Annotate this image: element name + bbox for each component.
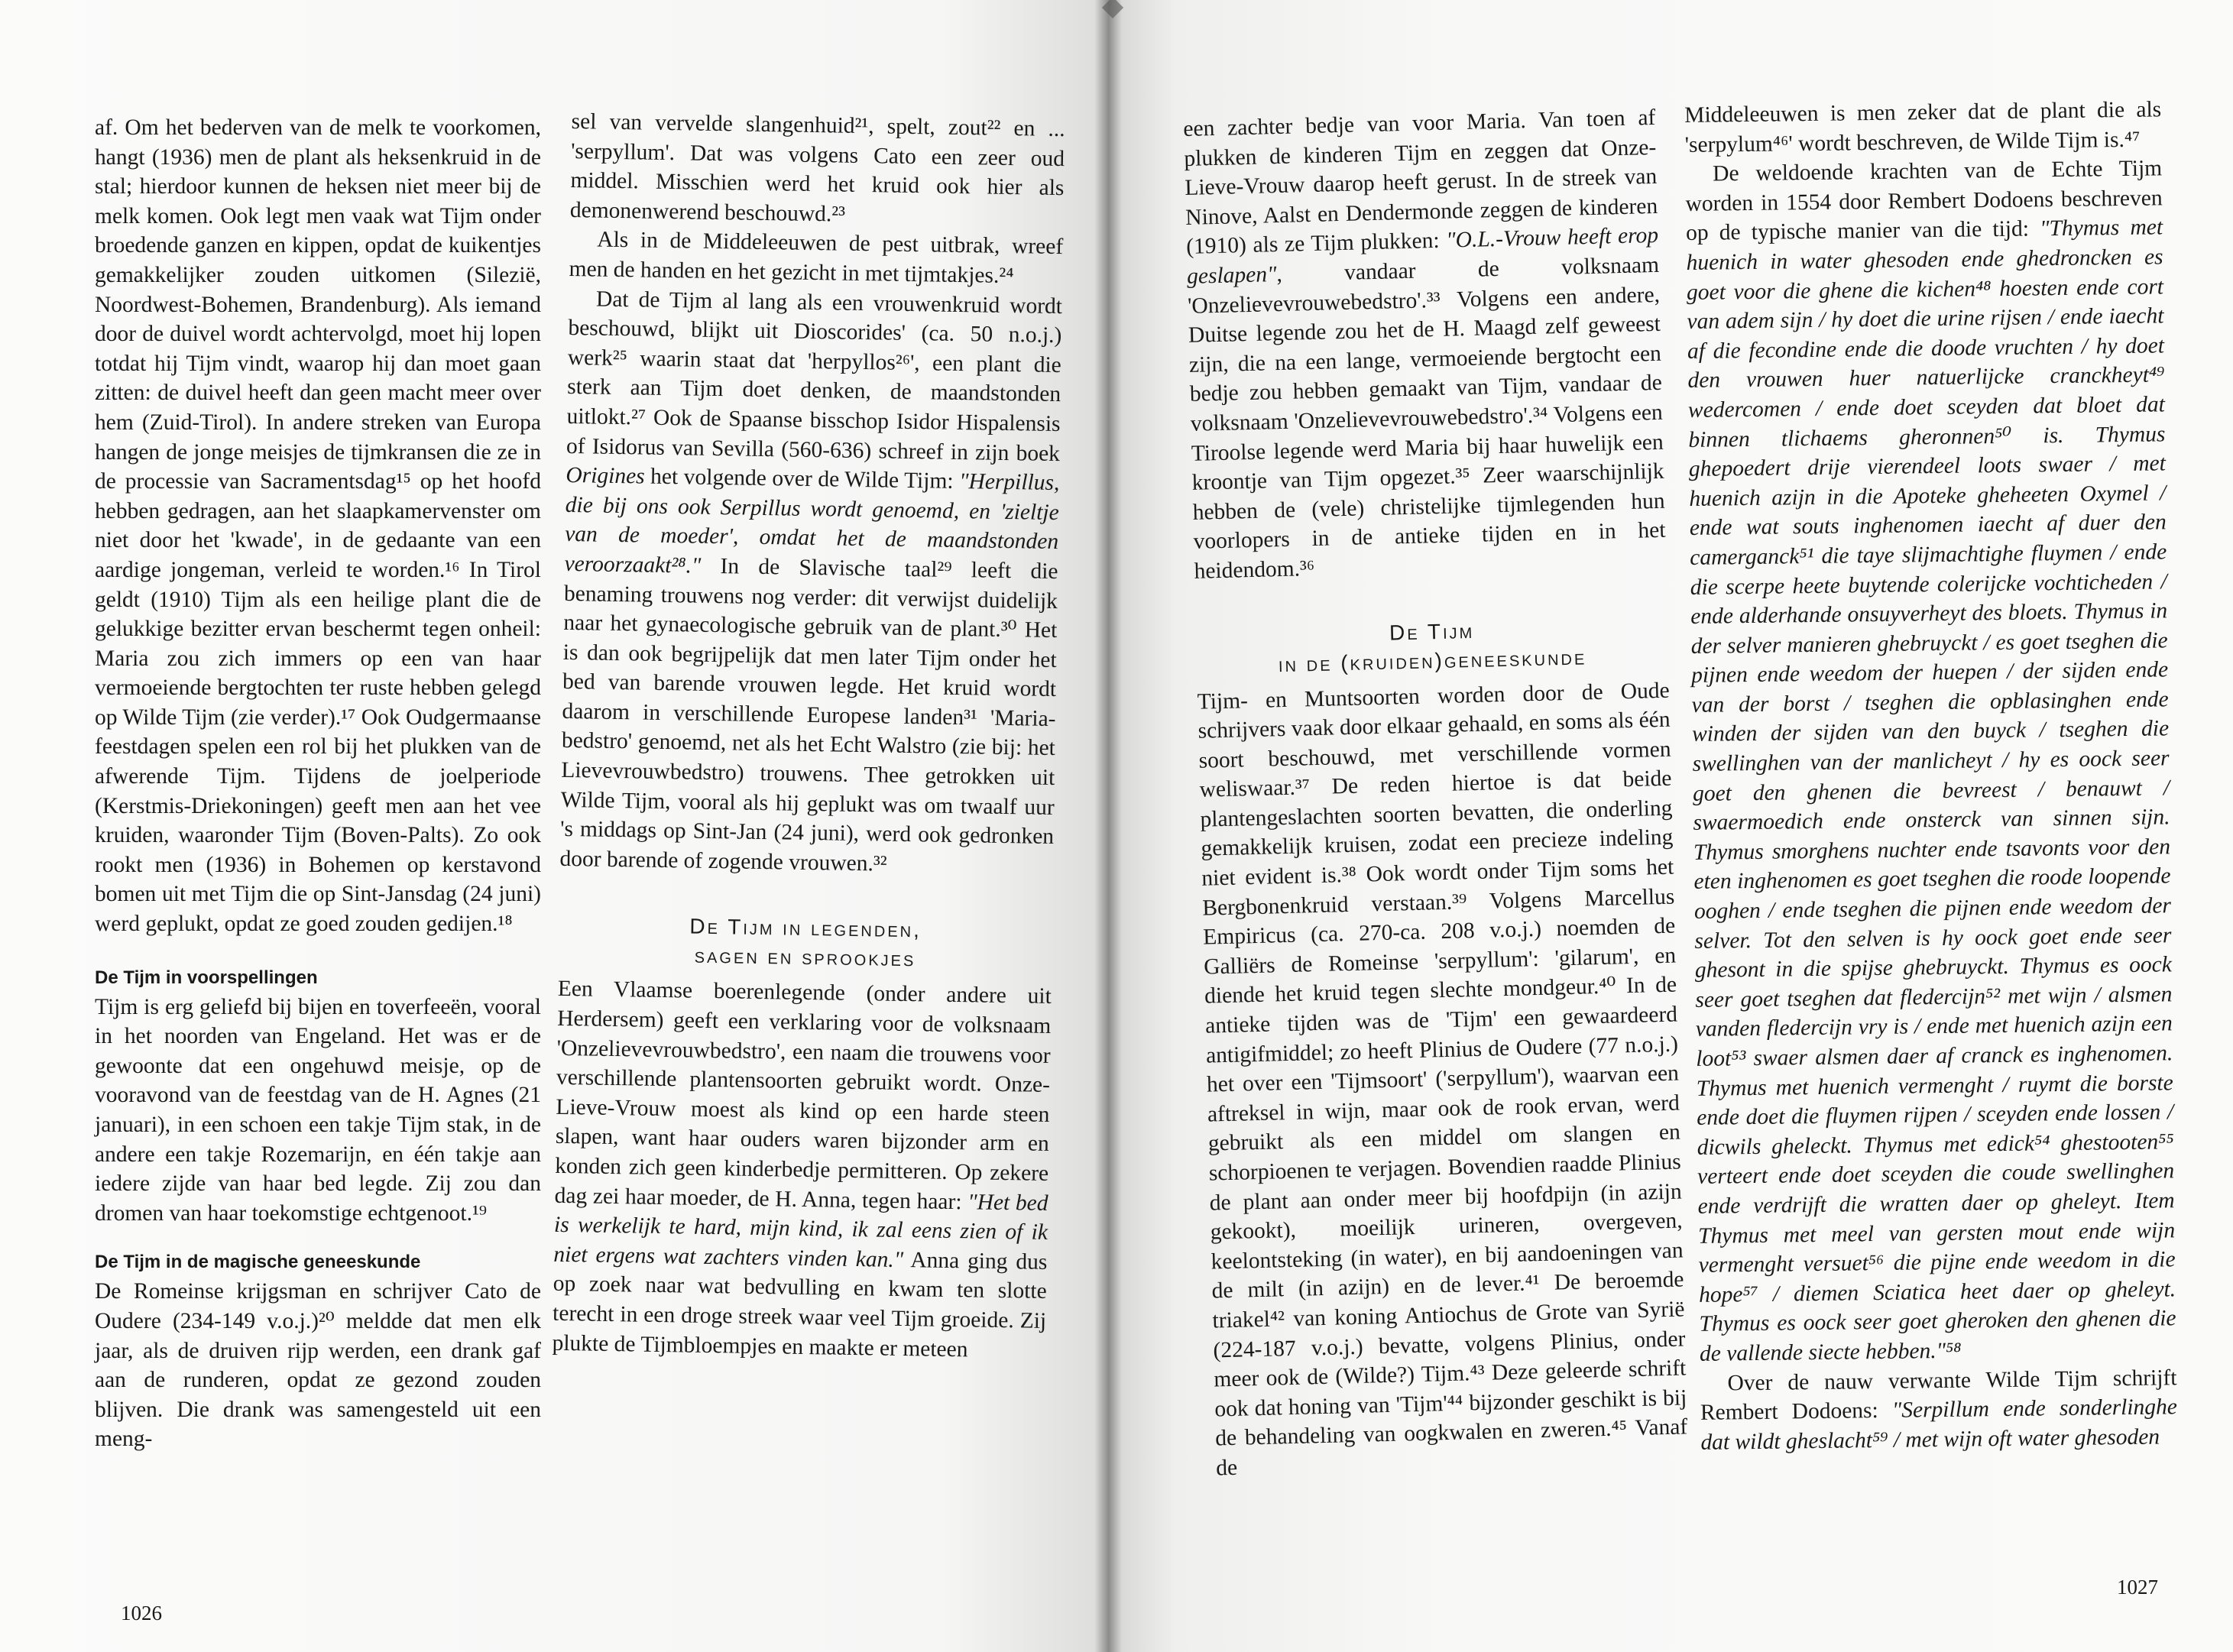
text-run: het volgende over de Wilde Tijm: (644, 464, 960, 494)
text-run: Dat de Tijm al lang als een vrouwenkruid wordt beschouwd, blijkt uit Dioscorides' (ca. 50 n.o.j.) werk²⁵ waarin staat dat 'herpyllos²⁶', een plant die sterk aan Tijm doet denken, de maandstonden uitlokt.²⁷ Ook de Spaanse bisschop Isidor Hispalensis of Isidorus van Sevilla (560-636) schreef in zijn boek (566, 287, 1063, 466)
quotation-dodoens: "Thymus met huenich in water ghesoden ende ghedroncken es goet voor die ghene die kichen⁴⁸ hoesten ende cort van adem sijn / hy doet die urine rijsen / ende iaecht af die fecondine ende die doode vruchten / hy doet den vrouwen huer natuerlijcke cranckheyt⁴⁹ wedercomen / ende doet sceyden dat bloet dat binnen tlichaems gheronnen⁵⁰ is. Thymus ghepoedert drije vierendeel loots swaer / met huenich azijn in die Apoteke gheheeten Oxymel / ende wat souts inghenomen iaecht af duer den camerganck⁵¹ die taye slijmachtighe fluymen / ende die scerpe heete buytende colerijcke vochticheden / ende alderhande onsuyverheyt des bloets. Thymus in der selver manieren ghebruyckt / es goet tseghen die pijnen ende weedom der huepen / der sijden ende van der borst / tseghen die opblasinghen ende winden der sijden van den buyck / tseghen die swellinghen van der manlicheyt / hy es oock seer goet den ghenen die bevreest / benauwt / swaermoedich ende onsterck van sinnen sijn. Thymus smorghens nuchter ende tsavonts voor den eten inghenomen es goet tseghen die roode loopende ooghen / ende tseghen die pijnen ende weedom der selver. Tot den selven is hy oock goet ende seer ghesont in die spijse ghebruyckt. Thymus es oock seer goet tseghen dat fledercijn⁵² met wijn / alsmen vanden fledercijn vry is / ende met huenich azijn een loot⁵³ swaer alsmen daer af cranck es inghenomen. Thymus met huenich vermenght / ruymt die borste ende doet die fluymen rijpen / sceyden ende lossen / dicwils gheleckt. Thymus met edick⁵⁴ ghestooten⁵⁵ verteert ende doet sceyden die coude swellinghen ende verdrijft die wratten daer op gheleyt. Item Thymus met meel van gersten mout ende wijn vermenght versuet⁵⁶ die pijne ende weedom in die hope⁵⁷ / diemen Sciatica heet daer op gheleyt. Thymus es oock seer goet gheroken den ghenen die de vallende siecte hebben."⁵⁸ (1686, 215, 2176, 1366)
section-heading-voorspellingen: De Tijm in voorspellingen (95, 967, 318, 988)
book-gutter-shadow (1094, 0, 1122, 1652)
page-number-right: 1027 (2117, 1576, 2158, 1599)
chapter-heading-geneeskunde (1195, 611, 1669, 681)
left-page-column-1 (95, 113, 541, 1454)
quotation: "Het bed is werkelijk te hard, mijn kind, ik zal eens zien of ik niet ergens wat zachters vinden kan." (553, 1189, 1048, 1272)
chapter-heading-line-1: De Tijm in legenden, (689, 914, 922, 942)
chapter-heading-legenden (558, 910, 1052, 976)
section-heading-magische-geneeskunde: De Tijm in de magische geneeskunde (95, 1252, 421, 1273)
chapter-heading-line-2: sagen en sprookjes (694, 944, 916, 971)
paragraph: Tijm- en Muntsoorten worden door de Oude schrijvers vaak door elkaar gehaald, en soms als één soort beschouwd, met verschillende vormen weliswaar.³⁷ De reden hiertoe is dat beide plantengeslachten soorten bevatten, die onderling gemakkelijk kruisen, zodat een precieze indeling niet evident is.³⁸ Ook wordt onder Tijm soms het Bergbonenkruid verstaan.³⁹ Volgens Marcellus Empiricus (ca. 270-ca. 208 v.o.j.) noemden de Galliërs de Romeinse 'serpyllum': 'gilarum', en diende het kruid tegen slechte mondgeur.⁴⁰ In de antieke tijden was de 'Tijm' een gewaardeerd antigifmiddel; zo heeft Plinius de Oudere (77 n.o.j.) het over een 'Tijmsoort' ('serpyllum'), waarvan een aftreksel in wijn, maar ook de rook ervan, werd gebruikt als een middel om slangen en schorpioenen te verjagen. Bovendien raadde Plinius de plant aan onder meer bij hoofdpijn (in azijn gekookt), moeilijk urineren, overgeven, keelontsteking (in water), en bij aandoeningen van de milt (in azijn) en de lever.⁴¹ De beroemde triakel⁴² van koning Antiochus de Grote van Syrië (224-187 v.o.j.) bevatte, volgens Plinius, onder meer ook de (Wilde?) Tijm.⁴³ Deze geleerde schrift ook dat honing van 'Tijm'⁴⁴ bijzonder geschikt is bij de behandeling van oogkwalen en zweren.⁴⁵ Vanaf de (1197, 678, 1688, 1481)
chapter-heading-line-2: in de (kruiden)geneeskunde (1278, 644, 1587, 676)
paragraph: Als in de Middeleeuwen de pest uitbrak, wreef men de handen en het gezicht in met tijmtakjes.²⁴ (569, 227, 1064, 289)
text-run: De weldoende krachten van de Echte Tijm worden in 1554 door Rembert Dodoens beschreven op de typische manier van die tijd: (1685, 156, 2163, 246)
right-page-column-2 (1684, 95, 2178, 1457)
left-page (0, 0, 1108, 1652)
paragraph (1700, 1363, 2177, 1457)
text-run: Een Vlaamse boerenlegende (onder andere uit Herdersem) geeft een verklaring voor de volksnaam 'Onzelievevrouwbedstro', een naam die trouwens voor verschillende plantensoorten gebruikt wordt. Onze-Lieve-Vrouw moest als kind op een harde steen slapen, want haar ouders waren bijzonder arm en konden zich geen kinderbedje permitteren. Op zekere dag zei haar moeder, de H. Anna, tegen haar: (554, 977, 1052, 1214)
paragraph: Tijm is erg geliefd bij bijen en toverfeeën, vooral in het noorden van Engeland. Het was er de gewoonte dat een ongehuwd meisje, op de vooravond van de feestdag van de H. Agnes (21 januari), in een schoen een takje Tijm stak, in de andere een takje Rozemarijn, en één takje aan iedere zijde van haar bed legde. Zij zou dan dromen van haar toekomstige echtgenoot.¹⁹ (95, 994, 541, 1226)
text-run: , vandaar de volksnaam 'Onzelievevrouwebedstro'.³³ Volgens een andere, Duitse legende zou het de H. Maagd zelf geweest zijn, die na een lange, vermoeiende bergtocht een bedje zou hebben gemaakt van Tijm, vandaar de volksnaam 'Onzelievevrouwebedstro'.³⁴ Volgens een Tiroolse legende werd Maria bij haar huwelijk een kroontje van Tijm opgezet.³⁵ Zeer waarschijnlijk hebben de (vele) christelijke tijmlegenden hun voorlopers in de antieke tijden en in het heidendom.³⁶ (1187, 252, 1666, 584)
quotation: "O.L.-Vrouw heeft erop geslapen" (1186, 223, 1659, 289)
text-run: In de Slavische taal²⁹ leeft die benaming trouwens nog verder: dit verwijst duidelijk naar het gynaecologische gebruik van de plant.³⁰ Het is dan ook begrijpelijk dat men later Tijm onder het bed van barende vrouwen legde. Het kruid wordt daarom in verschillende Europese landen³¹ 'Maria-bedstro' genoemd, net als het Echt Walstro (zie bij: het Lievevrouwbedstro) trouwens. Thee getrokken uit Wilde Tijm, vooral als hij geplukt was om twaalf uur 's middags op Sint-Jan (24 juni), werd ook gedronken door barende of zogende vrouwen.³² (559, 553, 1058, 876)
paragraph (552, 974, 1052, 1365)
quotation: "Herpillus, die bij ons ook Serpillus wordt genoemd, en 'zieltje van de moeder', omdat het de maandstonden veroorzaakt²⁸." (564, 469, 1060, 578)
left-page-column-2 (552, 107, 1065, 1365)
right-page (1108, 0, 2233, 1652)
paragraph: af. Om het bederven van de melk te voorkomen, hangt (1936) men de plant als heksenkruid in de stal; hierdoor kunnen de heksen niet meer bij de melk komen. Ook legt men vaak wat Tijm onder broedende ganzen en kippen, opdat de kuikentjes gemakkelijker zouden uitkomen (Silezië, Noordwest-Bohemen, Brandenburg). Als iemand door de duivel wordt achtervolgd, moet hij lopen totdat hij Tijm vindt, waarop hij dan moet gaan zitten: de duivel heeft dan geen macht meer over hem (Zuid-Tirol). In andere streken van Europa hangen de jonge meisjes de tijmkransen die ze in de processie van Sacramentsdag¹⁵ op het hoofd hebben gedragen, aan het slaapkamervenster om niet door het 'kwade', in de gedaante van een aardige jongeman, verleid te worden.¹⁶ In Tirol geldt (1910) Tijm als een heilige plant die de gelukkige bezitter ervan beschermt tegen onheil: Maria zou zich immers op een van haar vermoeiende bergtochten ter ruste hebben gelegd op Wilde Tijm (zie verder).¹⁷ Ook Oudgermaanse feestdagen spelen een rol bij het plukken van de afwerende Tijm. Tijdens de joelperiode (Kerstmis-Driekoningen) geeft men aan het vee kruiden, waaronder Tijm (Boven-Palts). Zo ook rookt men (1936) in Bohemen op kerstavond bomen uit met Tijm die op Sint-Jansdag (24 juni) werd geplukt, opdat ze goed zouden gedijen.¹⁸ (95, 115, 541, 937)
paragraph: De Romeinse krijgsman en schrijver Cato de Oudere (234-149 v.o.j.)²⁰ meldde dat men elk jaar, als de druiven rijp werden, een drank gaf aan de runderen, opdat ze gezond zouden blijven. Die drank was samengesteld uit een meng- (95, 1279, 541, 1452)
paragraph (559, 284, 1062, 882)
paragraph (1183, 103, 1667, 586)
paragraph (1685, 154, 2176, 1369)
text-run: Anna ging dus op zoek naar wat bedvulling en kwam ten slotte terecht in een droge streek waar veel Tijm groeide. Zij plukte de Tijmbloempjes en maakte er meteen (552, 1247, 1048, 1362)
quotation: "Serpillum ende sonderlinghe dat wildt gheslacht⁵⁹ / met wijn oft water ghesoden (1700, 1394, 2178, 1455)
text-run: een zachter bedje van voor Maria. Van toen af plukken de kinderen Tijm en zeggen dat Onze-Lieve-Vrouw daarop heeft gerust. In de streek van Ninove, Aalst en Dendermonde zeggen de kinderen (1910) als ze Tijm plukken: (1183, 105, 1658, 260)
right-page-column-1 (1183, 103, 1689, 1483)
text-run: Over de nauw verwante Wilde Tijm schrijft Rembert Dodoens: (1700, 1365, 2177, 1425)
page-number-left: 1026 (121, 1602, 162, 1624)
paragraph: sel van vervelde slangenhuid²¹, spelt, zout²² en ... 'serpyllum'. Dat was volgens Cato een zeer oud middel. Misschien werd het kruid ook hier als demonenwerend beschouwd.²³ (569, 109, 1065, 227)
paragraph: Middeleeuwen is men zeker dat de plant die als 'serpylum⁴⁶' wordt beschreven, de Wilde Tijm is.⁴⁷ (1684, 97, 2162, 157)
chapter-heading-line-1: De Tijm (1389, 618, 1475, 645)
book-title-origines: Origines (566, 463, 645, 489)
